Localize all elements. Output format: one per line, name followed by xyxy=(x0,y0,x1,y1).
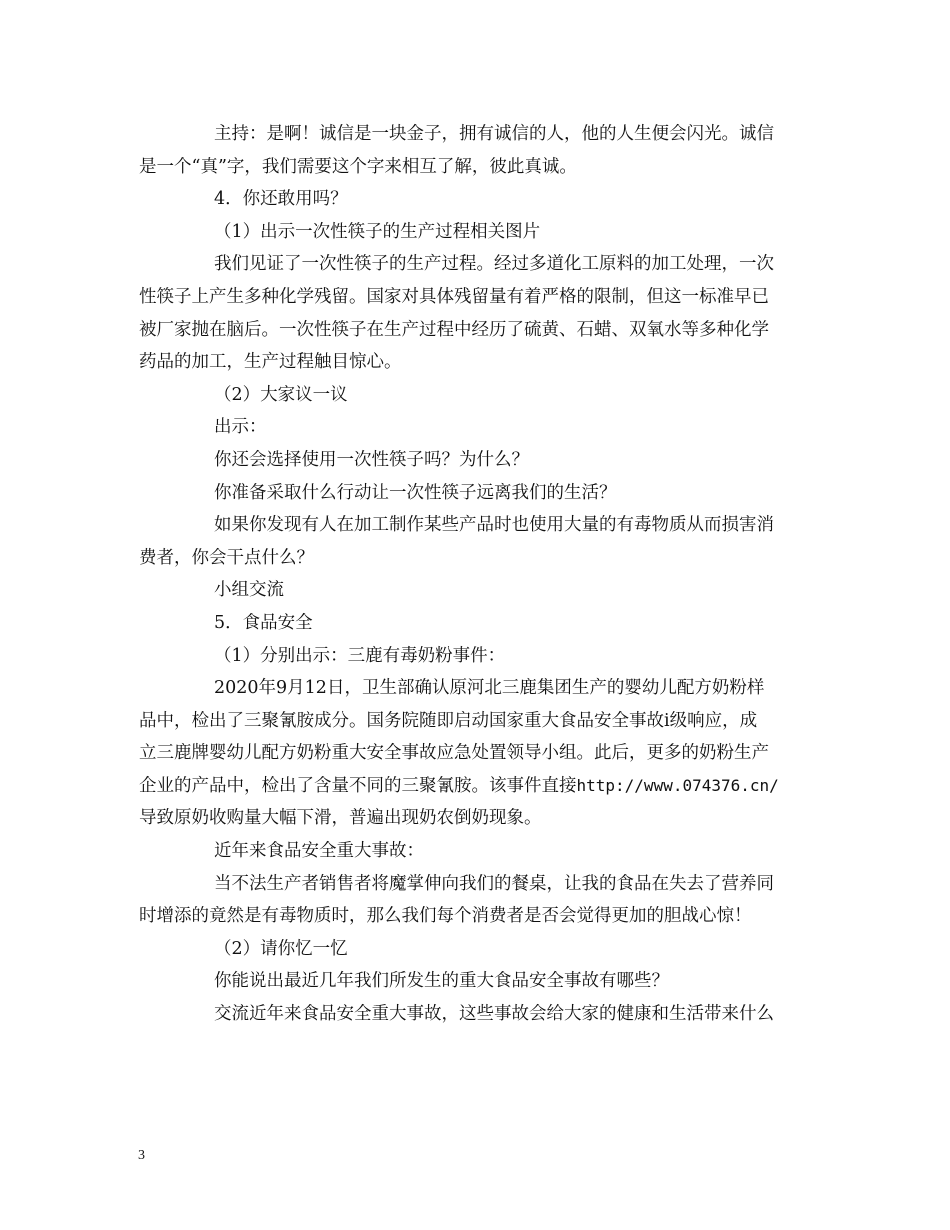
paragraph-lawbreakers xyxy=(139,868,819,933)
question-2 xyxy=(139,477,819,510)
text-segment: 企业的产品中，检出了含量不同的三聚氰胺。该事件直接 xyxy=(139,775,577,796)
paragraph-chopsticks xyxy=(139,248,819,378)
subsection-heading-2 xyxy=(139,379,819,412)
paragraph-recent-incidents xyxy=(139,835,819,868)
text-line: 你还会选择使用一次性筷子吗？为什么？ xyxy=(214,449,529,470)
paragraph-milk-powder xyxy=(139,672,819,835)
page-body xyxy=(139,118,819,1031)
text-line: 是一个“真”字，我们需要这个字来相互了解，彼此真诚。 xyxy=(139,156,577,177)
text-line: 我们见证了一次性筷子的生产过程。经过多道化工原料的加工处理，一次 xyxy=(214,254,774,275)
paragraph-exchange xyxy=(139,998,819,1031)
text-line: 性筷子上产生多种化学残留。国家对具体残留量有着严格的限制，但这一标准早已 xyxy=(139,286,769,307)
question-3 xyxy=(139,509,819,574)
question-1 xyxy=(139,444,819,477)
subsection-heading-1b xyxy=(139,640,819,673)
text-line: 时增添的竟然是有毒物质时，那么我们每个消费者是否会觉得更加的胆战心惊！ xyxy=(139,906,752,927)
text-line: 近年来食品安全重大事故： xyxy=(214,841,424,862)
text-line: 5．食品安全 xyxy=(214,612,313,633)
subsection-heading-2b xyxy=(139,933,819,966)
text-line: 主持：是啊！诚信是一块金子，拥有诚信的人，他的人生便会闪光。诚信 xyxy=(214,124,774,144)
text-line: 药品的加工，生产过程触目惊心。 xyxy=(139,352,402,373)
text-line: 4．你还敢用吗？ xyxy=(214,189,348,210)
text-line: 导致原奶收购量大幅下滑，普遍出现奶农倒奶现象。 xyxy=(139,808,542,829)
paragraph-host-honesty xyxy=(139,118,819,183)
url-link[interactable]: http://www.074376.cn/ xyxy=(576,775,779,795)
section-heading-4 xyxy=(139,183,819,216)
section-heading-5 xyxy=(139,607,819,640)
paragraph-group-discussion xyxy=(139,574,819,607)
text-line: 小组交流 xyxy=(214,580,284,601)
text-line: 你能说出最近几年我们所发生的重大食品安全事故有哪些？ xyxy=(214,971,669,992)
text-line: 2020年9月12日，卫生部确认原河北三鹿集团生产的婴幼儿配方奶粉样 xyxy=(214,678,765,699)
text-line: （1）分别出示：三鹿有毒奶粉事件： xyxy=(214,645,506,666)
text-line: 你准备采取什么行动让一次性筷子远离我们的生活？ xyxy=(214,482,617,503)
text-line: 费者，你会干点什么？ xyxy=(139,547,314,568)
subsection-heading-1 xyxy=(139,216,819,249)
text-line: 交流近年来食品安全重大事故，这些事故会给大家的健康和生活带来什么 xyxy=(214,1004,774,1025)
text-line: 当不法生产者销售者将魔掌伸向我们的餐桌，让我的食品在失去了营养同 xyxy=(214,873,774,894)
text-line: 立三鹿牌婴幼儿配方奶粉重大安全事故应急处置领导小组。此后，更多的奶粉生产 xyxy=(139,743,769,764)
text-line xyxy=(139,770,819,803)
text-line: 如果你发现有人在加工制作某些产品时也使用大量的有毒物质从而损害消 xyxy=(214,515,774,536)
question-recall xyxy=(139,965,819,998)
text-line: 出示： xyxy=(214,417,267,438)
text-line: （1）出示一次性筷子的生产过程相关图片 xyxy=(214,221,541,242)
text-line: 品中，检出了三聚氰胺成分。国务院随即启动国家重大食品安全事故ⅰ级响应，成 xyxy=(139,710,758,731)
text-line: （2）请你忆一忆 xyxy=(214,938,348,959)
paragraph-show xyxy=(139,411,819,444)
text-line: 被厂家抛在脑后。一次性筷子在生产过程中经历了硫黄、石蜡、双氧水等多种化学 xyxy=(139,319,769,340)
text-line: （2）大家议一议 xyxy=(214,384,348,405)
page-number: 3 xyxy=(138,1148,145,1163)
